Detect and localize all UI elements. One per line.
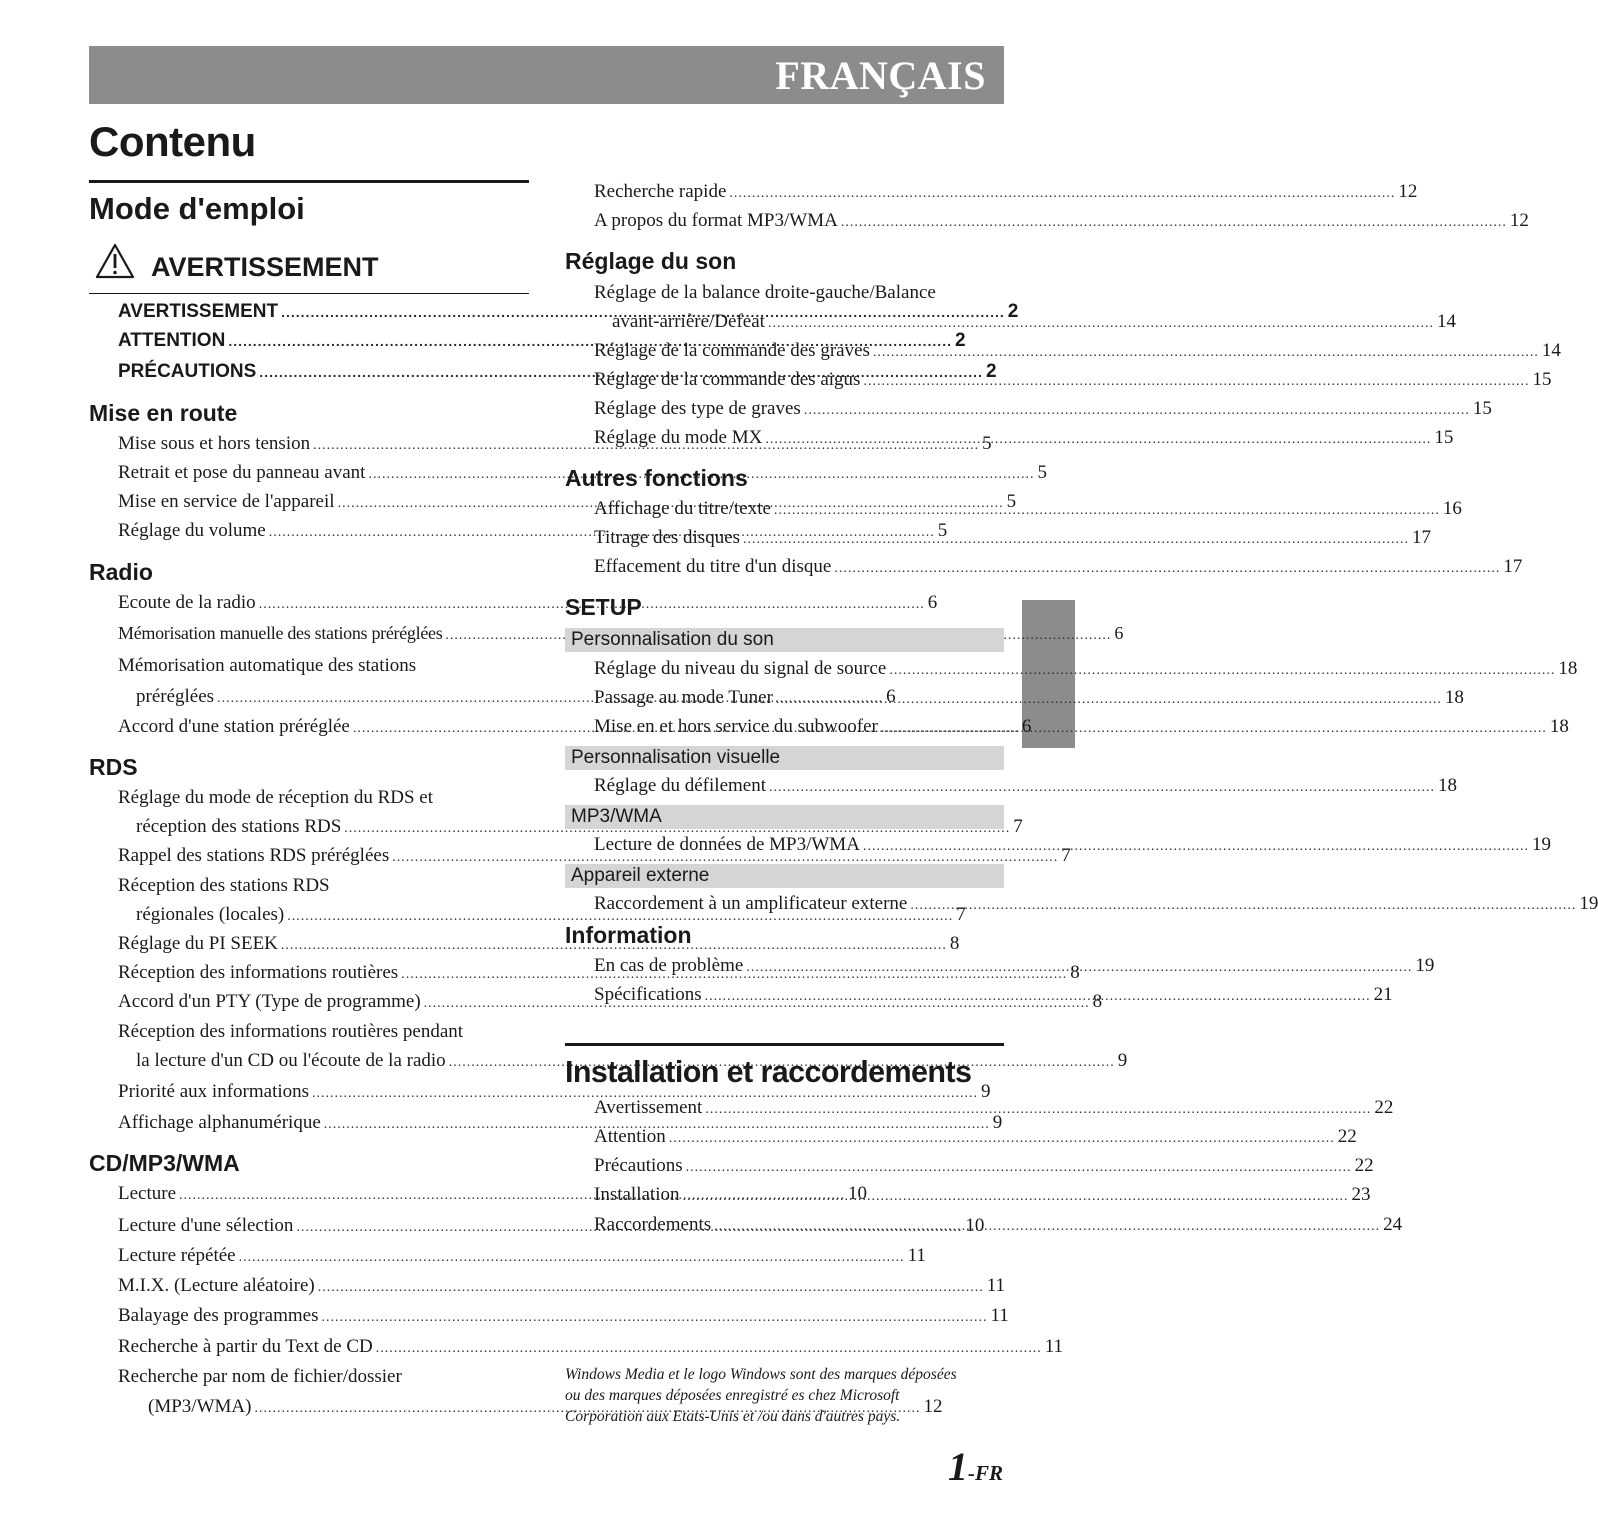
toc-entry[interactable]: Lecture ..... 10 — [118, 1183, 525, 1209]
toc-entry[interactable]: En cas de problème ..... 19 — [594, 955, 1000, 981]
toc-entry[interactable]: Attention ..... 22 — [594, 1126, 1000, 1152]
toc-entry[interactable]: Réglage de la commande des graves ..... 14 — [594, 340, 1000, 366]
section-heading-setup: SETUP — [565, 594, 642, 620]
toc-entry[interactable]: préréglées ..... 6 — [136, 686, 525, 712]
language-banner — [89, 46, 1004, 104]
toc-entry[interactable]: Lecture répétée ..... 11 — [118, 1245, 525, 1271]
toc-entry[interactable]: Retrait et pose du panneau avant ..... 5 — [118, 462, 525, 488]
warning-triangle-icon — [95, 243, 135, 279]
toc-entry[interactable]: M.I.X. (Lecture aléatoire) ..... 11 — [118, 1275, 525, 1301]
part-heading-mode-emploi: Mode d'emploi — [89, 180, 529, 183]
toc-entry[interactable]: Affichage du titre/texte ..... 16 — [594, 498, 1000, 524]
toc-entry[interactable]: Lecture de données de MP3/WMA ..... 19 — [594, 834, 1000, 860]
toc-entry-line[interactable]: Réglage du mode de réception du RDS et — [118, 787, 434, 808]
language-title: FRANÇAIS — [775, 53, 986, 98]
page-title: Contenu — [89, 118, 256, 165]
toc-entry[interactable]: Mise en et hors service du subwoofer ..... 18 — [594, 716, 1000, 742]
toc-entry[interactable]: Réglage du mode MX ..... 15 — [594, 427, 1000, 453]
toc-entry[interactable]: PRÉCAUTIONS ..... 2 — [118, 361, 525, 387]
section-heading-radio: Radio — [89, 559, 153, 585]
toc-entry[interactable]: (MP3/WMA) ..... 12 — [148, 1396, 525, 1422]
toc-entry[interactable]: ATTENTION ..... 2 — [118, 330, 525, 356]
toc-entry[interactable]: Réglage des type de graves ..... 15 — [594, 398, 1000, 424]
subsection-bar-mp3wma: MP3/WMA — [565, 805, 1004, 829]
toc-entry[interactable]: Réglage du niveau du signal de source ..... 18 — [594, 658, 1000, 684]
trademark-note: Windows Media et le logo Windows sont des marques déposées ou des marques déposées enregistré es chez Microsoft Corporation aux Etats-Unis et /ou dans d'autres pays. — [565, 1366, 957, 1425]
toc-entry[interactable]: régionales (locales) ..... 7 — [136, 904, 525, 930]
section-heading-reglage-son: Réglage du son — [565, 248, 737, 274]
toc-entry[interactable]: Réglage de la commande des aigus ..... 15 — [594, 369, 1000, 395]
toc-entry[interactable]: Recherche rapide ..... 12 — [594, 181, 1000, 207]
toc-entry[interactable]: Balayage des programmes ..... 11 — [118, 1305, 525, 1331]
toc-entry[interactable]: Réglage du volume ..... 5 — [118, 520, 525, 546]
toc-entry[interactable]: Précautions ..... 22 — [594, 1155, 1000, 1181]
toc-entry[interactable]: Avertissement ..... 22 — [594, 1097, 1000, 1123]
subsection-bar-personnalisation-visuelle: Personnalisation visuelle — [565, 746, 1004, 770]
subsection-bar-personnalisation-son: Personnalisation du son — [565, 628, 1004, 652]
part-heading-installation: Installation et raccordements — [565, 1043, 1004, 1046]
warning-heading: AVERTISSEMENT — [89, 243, 529, 294]
toc-entry[interactable]: Spécifications ..... 21 — [594, 984, 1000, 1010]
toc-entry[interactable]: Affichage alphanumérique ..... 9 — [118, 1112, 525, 1138]
toc-entry[interactable]: Accord d'une station préréglée ..... 6 — [118, 716, 525, 742]
toc-entry[interactable]: Effacement du titre d'un disque ..... 17 — [594, 556, 1000, 582]
toc-entry-line[interactable]: Réception des informations routières pendant — [118, 1021, 464, 1042]
toc-entry-line[interactable]: Réglage de la balance droite-gauche/Balance — [594, 282, 936, 303]
toc-entry[interactable]: réception des stations RDS ..... 7 — [136, 816, 525, 842]
toc-entry[interactable]: Titrage des disques ..... 17 — [594, 527, 1000, 553]
section-heading-rds: RDS — [89, 754, 138, 780]
section-heading-information: Information — [565, 922, 692, 948]
toc-entry[interactable]: Réglage du défilement ..... 18 — [594, 775, 1000, 801]
toc-entry[interactable]: AVERTISSEMENT ..... 2 — [118, 301, 525, 327]
toc-entry[interactable]: la lecture d'un CD ou l'écoute de la radio ..... 9 — [136, 1050, 525, 1076]
toc-entry[interactable]: Lecture d'une sélection ..... 10 — [118, 1215, 525, 1241]
toc-entry[interactable]: Passage au mode Tuner ..... 18 — [594, 687, 1000, 713]
toc-entry[interactable]: Rappel des stations RDS préréglées ..... 7 — [118, 845, 525, 871]
toc-entry[interactable]: avant-arrière/Defeat ..... 14 — [612, 311, 1000, 337]
toc-entry[interactable]: Réglage du PI SEEK ..... 8 — [118, 933, 525, 959]
section-heading-autres-fonctions: Autres fonctions — [565, 465, 748, 491]
toc-entry[interactable]: Installation ..... 23 — [594, 1184, 1000, 1210]
toc-entry[interactable]: Mémorisation manuelle des stations préréglées ..... 6 — [118, 623, 525, 649]
subsection-bar-appareil-externe: Appareil externe — [565, 864, 1004, 888]
toc-entry[interactable]: Recherche à partir du Text de CD ..... 11 — [118, 1336, 525, 1362]
toc-entry-line[interactable]: Réception des stations RDS — [118, 875, 330, 896]
toc-entry[interactable]: Mise sous et hors tension ..... 5 — [118, 433, 525, 459]
page-number: 1-FR — [947, 1444, 1003, 1489]
toc-entry[interactable]: Réception des informations routières ..... 8 — [118, 962, 525, 988]
section-heading-mise-en-route: Mise en route — [89, 400, 238, 426]
toc-entry[interactable]: Mise en service de l'appareil ..... 5 — [118, 491, 525, 517]
section-heading-cd: CD/MP3/WMA — [89, 1150, 240, 1176]
toc-entry[interactable]: Accord d'un PTY (Type de programme) ..... 8 — [118, 991, 525, 1017]
toc-entry[interactable]: Raccordements ..... 24 — [594, 1214, 1000, 1240]
toc-entry-line[interactable]: Mémorisation automatique des stations — [118, 655, 417, 676]
toc-entry[interactable]: Ecoute de la radio ..... 6 — [118, 592, 525, 618]
toc-entry[interactable]: Raccordement à un amplificateur externe ..... 19 — [594, 893, 1000, 919]
toc-entry[interactable]: A propos du format MP3/WMA ..... 12 — [594, 210, 1000, 236]
toc-entry-line[interactable]: Recherche par nom de fichier/dossier — [118, 1366, 402, 1387]
toc-entry[interactable]: Priorité aux informations ..... 9 — [118, 1081, 525, 1107]
